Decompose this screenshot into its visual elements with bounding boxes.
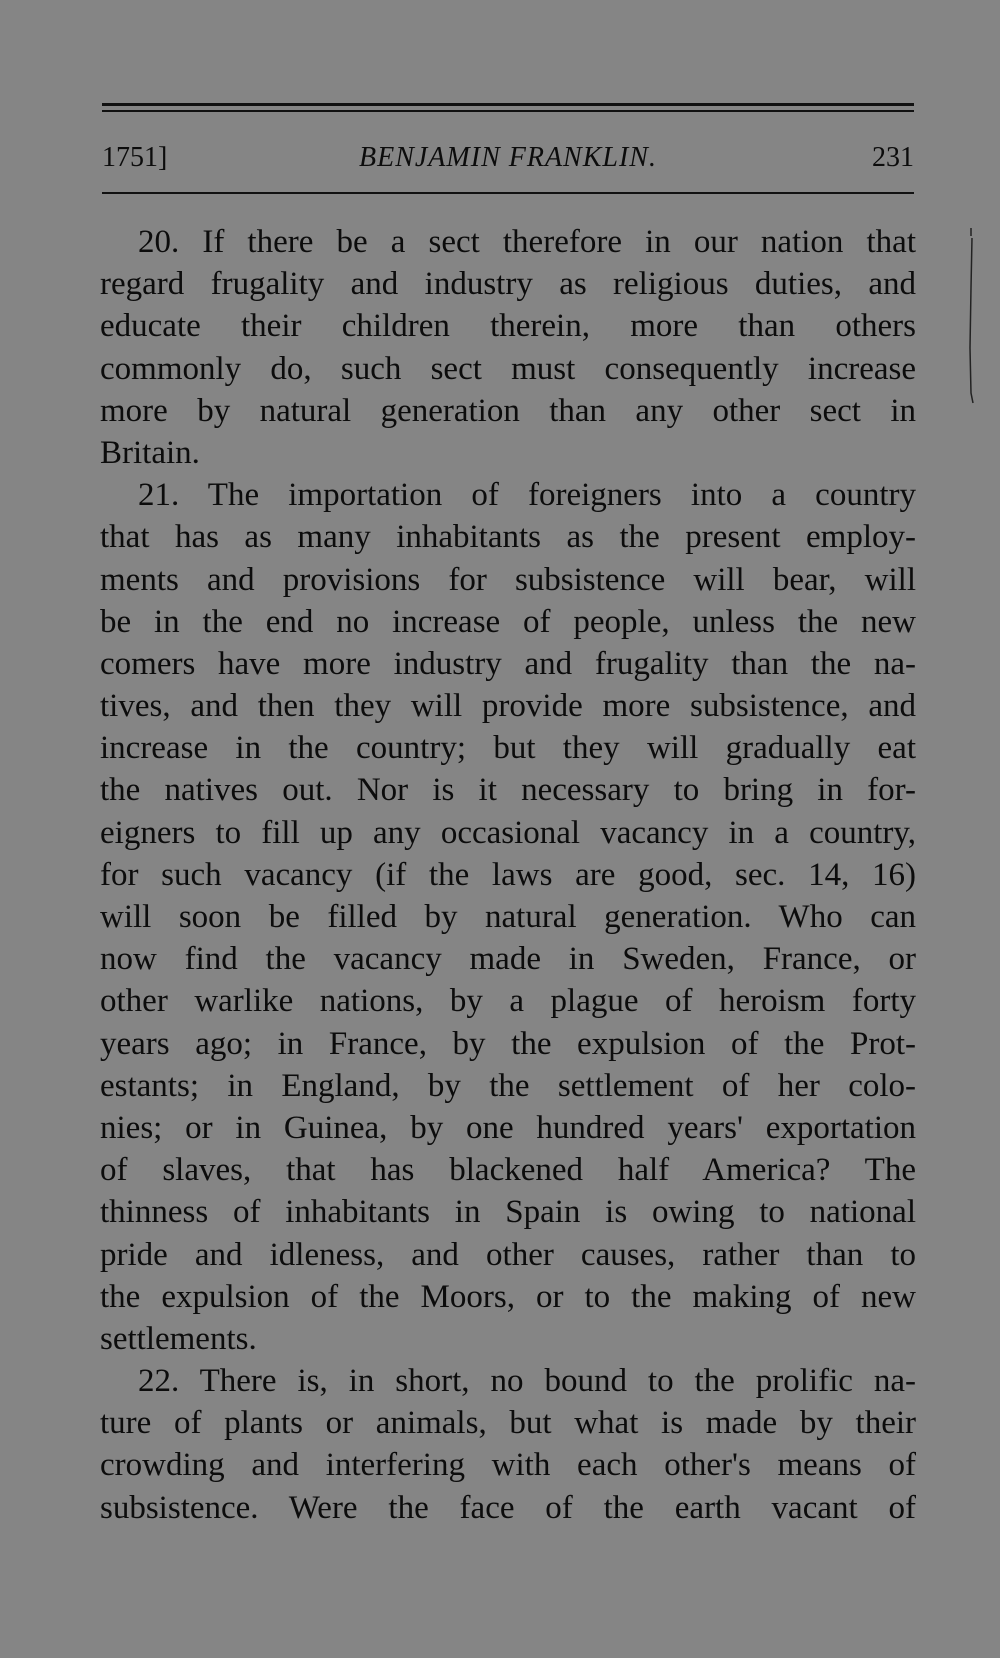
page-number: 231 [872,142,914,173]
text-line: will soon be filled by natural generation. Who can [100,899,916,935]
text-line: the expulsion of the Moors, or to the making of new [100,1278,916,1315]
text-line: more by natural generation than any other sect in [100,392,916,429]
text-line: tives, and then they will provide more subsistence, and [100,688,916,725]
text-line: 20. If there be a sect therefore in our nation that [138,224,916,260]
text-line: of slaves, that has blackened half America? The [100,1152,916,1189]
text-line: nies; or in Guinea, by one hundred years' exportation [100,1109,916,1146]
text-line: pride and idleness, and other causes, rather than to [100,1236,916,1273]
text-line: thinness of inhabitants in Spain is owing to national [100,1194,916,1231]
margin-pencil-mark [968,228,974,408]
body-text [100,221,916,1529]
text-line: crowding and interfering with each other's means of [100,1447,916,1484]
header-rule-bottom [102,192,914,194]
paragraph-21 [100,474,916,1360]
text-line: eigners to fill up any occasional vacancy in a country, [100,814,916,851]
text-line: regard frugality and industry as religious duties, and [100,266,916,303]
text-line: commonly do, such sect must consequently increase [100,350,916,387]
text-line: the natives out. Nor is it necessary to bring in for- [100,772,916,809]
paragraph-22 [100,1360,916,1529]
text-line: for such vacancy (if the laws are good, sec. 14, 16) [100,856,916,893]
text-line: other warlike nations, by a plague of heroism forty [100,983,916,1020]
text-line: 22. There is, in short, no bound to the prolific na- [138,1363,916,1400]
text-line: Britain. [100,434,200,471]
text-line: ture of plants or animals, but what is made by their [100,1405,916,1442]
text-line: educate their children therein, more than others [100,308,916,345]
header-rule-top-inner [102,110,914,112]
header-rule-top [102,103,914,106]
text-line: subsistence. Were the face of the earth vacant of [100,1489,916,1526]
text-line: comers have more industry and frugality than the na- [100,645,916,682]
text-line: settlements. [100,1320,257,1357]
text-line: 21. The importation of foreigners into a country [138,477,916,514]
text-line: that has as many inhabitants as the present employ- [100,519,916,556]
text-line: now find the vacancy made in Sweden, France, or [100,941,916,978]
text-line: years ago; in France, by the expulsion of the Prot- [100,1025,916,1062]
header-year: 1751] [102,142,168,173]
text-line: increase in the country; but they will gradually eat [100,730,916,767]
header-title: BENJAMIN FRANKLIN. [359,142,657,173]
text-line: estants; in England, by the settlement of her colo- [100,1067,916,1104]
running-header [102,136,914,180]
paragraph-20 [100,221,916,474]
text-line: ments and provisions for subsistence will bear, will [100,561,916,598]
text-line: be in the end no increase of people, unless the new [100,603,916,640]
